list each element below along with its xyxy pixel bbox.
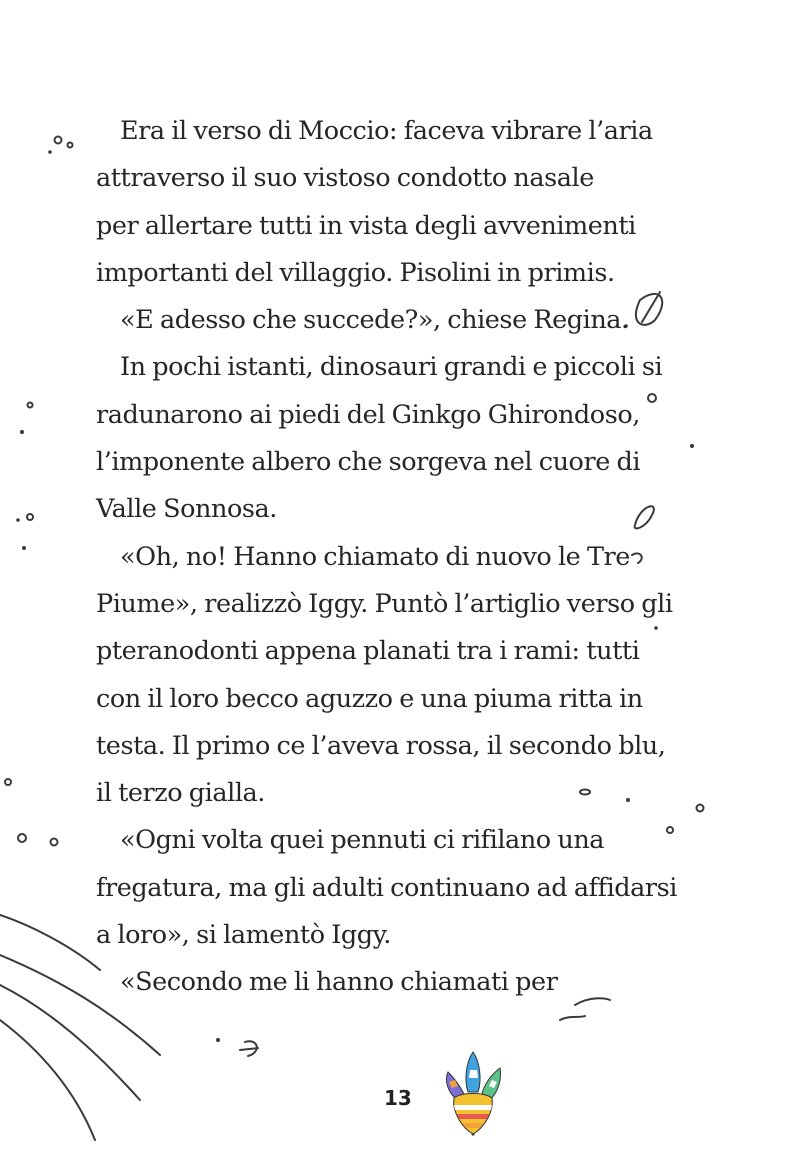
text-line: «Oh, no! Hanno chiamato di nuovo le Tre	[120, 541, 630, 572]
dot-doodle-icon	[22, 546, 26, 550]
footprint-stripe	[454, 1105, 492, 1110]
dot-doodle-icon	[20, 430, 24, 434]
dot-doodle-icon	[16, 518, 20, 522]
text-line: radunarono ai piedi del Ginkgo Ghirondoso,	[96, 399, 640, 430]
speck-doodle-icon	[55, 137, 62, 144]
text-line: l’imponente albero che sorgeva nel cuore di	[96, 447, 641, 478]
branch-doodle-icon	[0, 1020, 95, 1140]
text-line: «Ogni volta quei pennuti ci rifilano una	[120, 825, 605, 856]
leaf-doodle-icon	[240, 1041, 258, 1056]
text-line: importanti del villaggio. Pisolini in primis.	[96, 257, 615, 288]
text-line: Valle Sonnosa.	[96, 494, 277, 525]
speck-doodle-icon	[697, 805, 704, 812]
text-line: Piume», realizzò Iggy. Puntò l’artiglio verso gli	[96, 588, 673, 619]
speck-doodle-icon	[68, 143, 73, 148]
text-line: fregatura, ma gli adulti continuano ad affidarsi	[96, 872, 677, 903]
speck-doodle-icon	[51, 839, 58, 846]
text-line: «Secondo me li hanno chiamati per	[120, 967, 558, 998]
speck-doodle-icon	[18, 834, 26, 842]
dot-doodle-icon	[216, 1038, 220, 1042]
dot-doodle-icon	[48, 150, 52, 154]
text-line: In pochi istanti, dinosauri grandi e piccoli si	[120, 352, 663, 383]
text-line: con il loro becco aguzzo e una piuma ritta in	[96, 683, 643, 714]
text-line: Era il verso di Moccio: faceva vibrare l’aria	[120, 116, 653, 146]
footprint-stripe	[469, 1070, 478, 1078]
text-line: pteranodonti appena planati tra i rami: tutti	[96, 636, 640, 667]
speck-doodle-icon	[5, 779, 11, 785]
page-body-text	[96, 108, 686, 1007]
page-number: 13	[384, 1086, 412, 1110]
text-line: testa. Il primo ce l’aveva rossa, il secondo blu,	[96, 730, 666, 761]
text-line: il terzo gialla.	[96, 778, 265, 809]
text-line: a loro», si lamentò Iggy.	[96, 920, 391, 951]
text-line: per allertare tutti in vista degli avvenimenti	[96, 210, 636, 241]
text-line: «E adesso che succede?», chiese Regina.	[120, 305, 629, 336]
text-line: attraverso il suo vistoso condotto nasale	[96, 163, 594, 194]
footprint-stripe	[457, 1114, 489, 1119]
speck-doodle-icon	[28, 403, 33, 408]
dinosaur-footprint-icon	[440, 1050, 506, 1136]
speck-doodle-icon	[27, 514, 33, 520]
footprint-claw	[471, 1134, 475, 1136]
dot-doodle-icon	[690, 444, 694, 448]
